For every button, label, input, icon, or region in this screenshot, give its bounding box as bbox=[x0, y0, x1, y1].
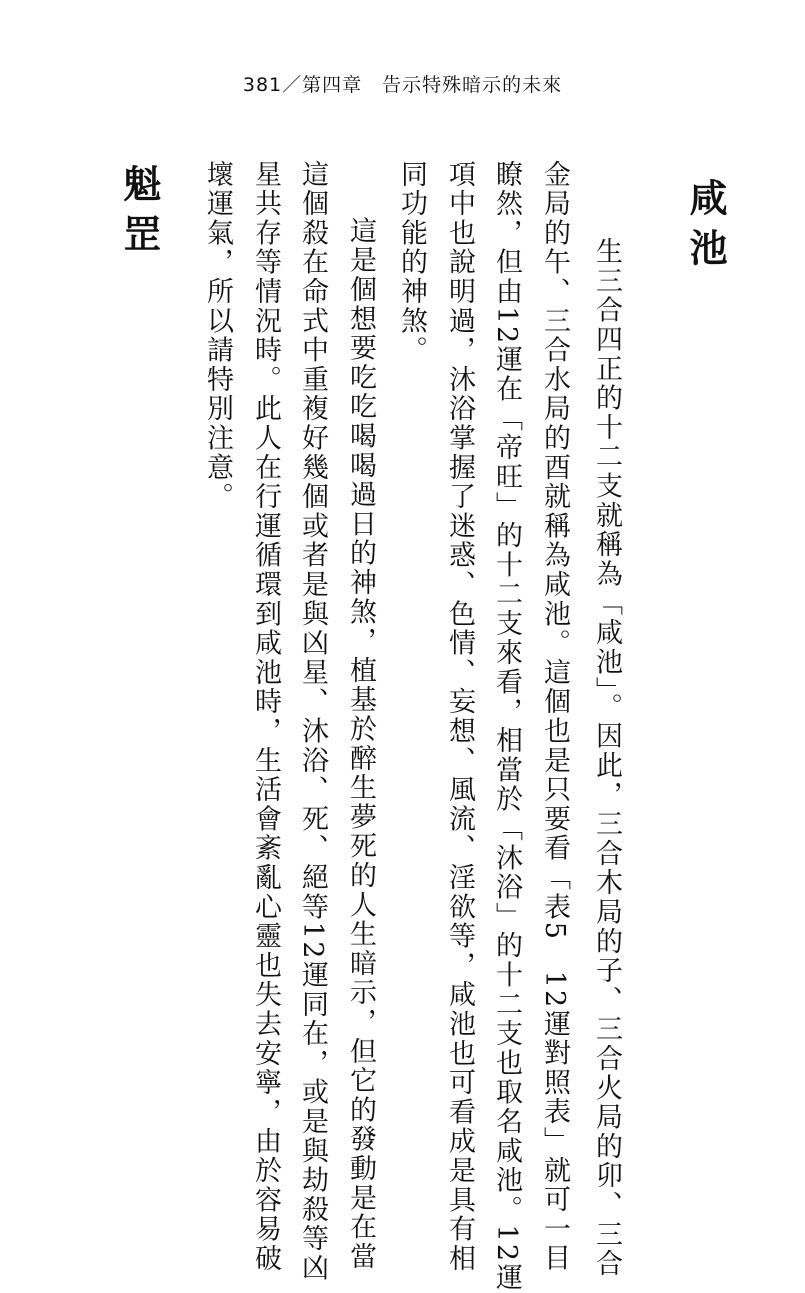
body-column-5: 同功能的神煞。 bbox=[396, 160, 427, 366]
body-column-9: 壞運氣，所以請特別注意。 bbox=[202, 160, 233, 512]
section-heading-kuigang: 魁罡 bbox=[117, 164, 161, 264]
body-column-6: 這是個想要吃吃喝喝過日的神煞，植基於醉生夢死的人生暗示，但它的發動是在當 bbox=[345, 158, 376, 1272]
section-heading-xianchi: 咸池 bbox=[683, 178, 727, 278]
body-column-3: 瞭然，但由12運在「帝旺」的十二支來看，相當於「沐浴」的十二支也取名咸池。12運 bbox=[491, 160, 522, 1293]
body-column-8: 星共存等情況時。此人在行運循環到咸池時，生活會紊亂心靈也失去安寧，由於容易破 bbox=[250, 160, 281, 1274]
body-column-1: 生三合四正的十二支就稱為「咸池」。因此，三合木局的子、三合火局的卯、三合 bbox=[591, 208, 622, 1279]
body-column-7: 這個殺在命式中重複好幾個或者是與凶星、沐浴、死、絕等12運同在，或是與劫殺等凶 bbox=[297, 160, 328, 1284]
body-column-2: 金局的午、三合水局的酉就稱為咸池。這個也是只要看「表5 12運對照表」就可一目 bbox=[539, 160, 570, 1274]
body-column-4: 項中也說明過，沐浴掌握了迷惑、色情、妄想、風流、淫欲等，咸池也可看成是具有相 bbox=[444, 160, 475, 1274]
running-header: 381／第四章 告示特殊暗示的未來 bbox=[242, 74, 563, 96]
